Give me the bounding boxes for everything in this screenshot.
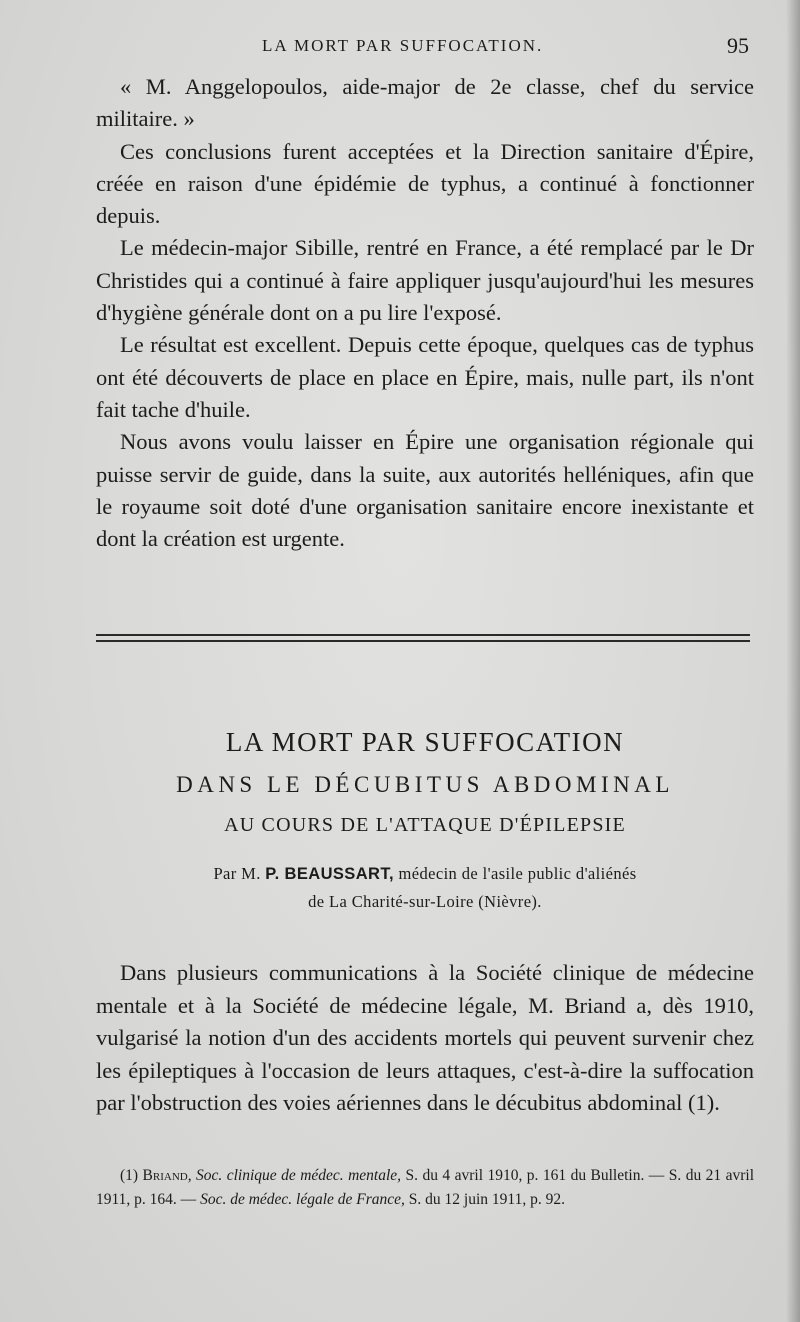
byline-line-2: de La Charité-sur-Loire (Nièvre).	[308, 892, 542, 911]
footnote-text-2: S. du 12 juin 1911, p. 92.	[408, 1191, 565, 1208]
page-number: 95	[727, 33, 749, 58]
footnote-text-1: S. du 4 avril 1910, p. 161 du Bulletin. — S. du 21 avril 1911, p. 164. —	[96, 1167, 755, 1208]
paragraph: Dans plusieurs communications à la Société clinique de médecine mentale et à la Société de médecine légale, M. Briand a, dès 1910, vulgarisé la notion d'un des accidents mortels qui peuvent survenir chez les épileptiques à l'occasion de leurs attaques, c'est-à-dire la suffocation par l'obstruction des voies aériennes dans le décubitus abdominal (1).	[96, 960, 754, 1115]
byline	[96, 860, 754, 915]
paragraph: Le médecin-major Sibille, rentré en France, a été remplacé par le Dr Christides qui a continué à faire appliquer jusqu'aujourd'hui les mesures d'hygiène générale dont on a pu lire l'exposé.	[96, 235, 754, 326]
previous-article-text	[96, 71, 754, 555]
paragraph: « M. Anggelopoulos, aide-major de 2e classe, chef du service militaire. »	[96, 74, 754, 132]
running-head	[0, 33, 800, 60]
section-divider	[96, 634, 750, 642]
byline-prefix: Par M.	[213, 864, 261, 883]
article-body	[96, 957, 754, 1120]
article-title: LA MORT PAR SUFFOCATION	[225, 727, 625, 757]
footnote-marker: (1)	[120, 1167, 139, 1184]
byline-line-1	[96, 860, 754, 888]
footnote-source-1: Soc. clinique de médec. mentale,	[196, 1167, 402, 1184]
byline-affiliation: médecin de l'asile public d'aliénés	[398, 864, 637, 883]
article-subtitle: DANS LE DÉCUBITUS ABDOMINAL	[176, 772, 674, 797]
footnote	[96, 1164, 754, 1212]
paragraph: Ces conclusions furent acceptées et la Direction sanitaire d'Épire, créée en raison d'une épidémie de typhus, a continué à fonctionner depuis.	[96, 138, 754, 229]
paragraph: Le résultat est excellent. Depuis cette époque, quelques cas de typhus ont été découverts de place en place en Épire, mais, nulle part, ils n'ont fait tache d'huile.	[96, 332, 754, 422]
article-subtitle-2: AU COURS DE L'ATTAQUE D'ÉPILEPSIE	[224, 814, 626, 836]
footnote-author: Briand,	[142, 1167, 192, 1184]
author-name: P. BEAUSSART,	[265, 865, 394, 883]
page-edge-shadow	[786, 0, 800, 1322]
footnote-source-2: Soc. de médec. légale de France,	[200, 1191, 405, 1208]
running-title: LA MORT PAR SUFFOCATION.	[262, 36, 544, 55]
paragraph: Nous avons voulu laisser en Épire une organisation régionale qui puisse servir de guide, dans la suite, aux autorités helléniques, afin que le royaume soit doté d'une organisation sanitaire encore inexistante et dont la création est urgente.	[96, 429, 754, 552]
